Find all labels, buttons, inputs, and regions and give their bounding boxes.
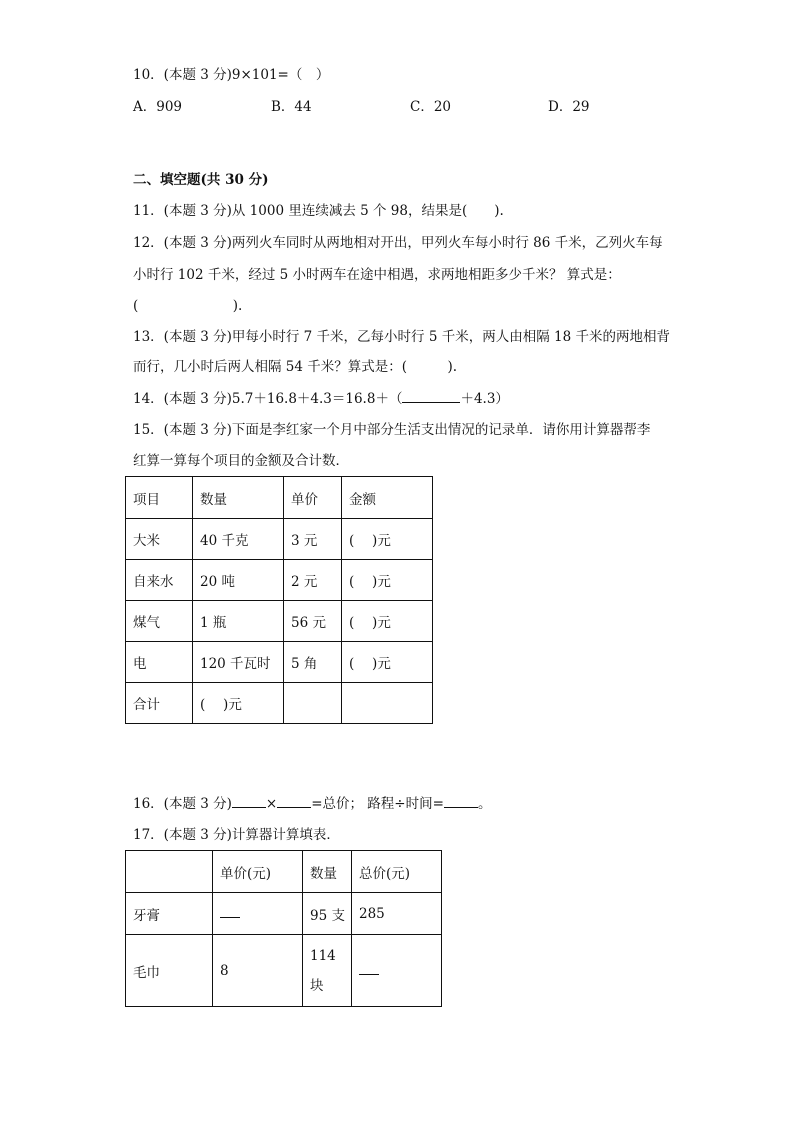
table-cell (352, 935, 442, 1007)
table-cell: 1 瓶 (193, 601, 284, 642)
question-16-middle: =总价； 路程÷时间= (311, 796, 444, 812)
answer-blank (359, 962, 379, 975)
header-cell: 数量 (193, 477, 284, 519)
question-12-line-2: 小时行 102 千米，经过 5 小时两车在途中相遇，求两地相距多少千米？ 算式是： (133, 267, 621, 283)
table-cell: 56 元 (284, 601, 342, 642)
table-cell (213, 893, 303, 935)
header-cell: 单价 (284, 477, 342, 519)
table-cell: 95 支 (303, 893, 352, 935)
table-cell: 2 元 (284, 560, 342, 601)
table-cell: ( )元 (342, 601, 433, 642)
table-row (126, 935, 442, 1007)
table-row (126, 601, 433, 642)
quantity-line: 114 (310, 947, 336, 964)
expense-table (125, 476, 433, 724)
table-cell: 毛巾 (126, 935, 213, 1007)
question-17: 17．(本题 3 分)计算器计算填表． (133, 827, 340, 843)
answer-blank (402, 388, 460, 403)
table-cell (303, 935, 352, 1007)
table-cell: ( )元 (342, 519, 433, 560)
table-total-row (126, 683, 433, 724)
table-cell: 120 千瓦时 (193, 642, 284, 683)
quantity-unit: 块 (310, 977, 324, 994)
table-cell: ( )元 (342, 642, 433, 683)
header-cell (126, 851, 213, 893)
question-16-prefix: 16．(本题 3 分) (133, 796, 232, 812)
question-12-line-3: ( ). (133, 298, 243, 314)
option-d: D．29 (548, 99, 590, 115)
table-header-row (126, 851, 442, 893)
question-13-line-1: 13．(本题 3 分)甲每小时行 7 千米，乙每小时行 5 千米，两人由相隔 18 千米的两地相背 (133, 329, 670, 345)
answer-blank (444, 793, 478, 808)
table-cell: 3 元 (284, 519, 342, 560)
table-cell: 大米 (126, 519, 193, 560)
header-cell: 总价(元) (352, 851, 442, 893)
question-16-end: 。 (477, 796, 492, 812)
question-16 (133, 793, 491, 814)
times-sign: × (265, 796, 278, 812)
table-cell: 5 角 (284, 642, 342, 683)
answer-blank (277, 793, 311, 808)
question-14-prefix: 14．(本题 3 分)5.7＋16.8＋4.3＝16.8＋（ (133, 391, 403, 407)
table-row (126, 560, 433, 601)
option-a: A．909 (133, 99, 183, 115)
table-cell: 285 (352, 893, 442, 935)
header-cell: 金额 (342, 477, 433, 519)
table-header-row (126, 477, 433, 519)
table-row (126, 642, 433, 683)
table-cell: 20 吨 (193, 560, 284, 601)
table-cell (284, 683, 342, 724)
table-cell: 8 (213, 935, 303, 1007)
calculator-table (125, 850, 442, 1007)
table-row (126, 519, 433, 560)
table-row (126, 893, 442, 935)
question-15-line-2: 红算一算每个项目的金额及合计数． (133, 453, 349, 469)
question-15-line-1: 15．(本题 3 分)下面是李红家一个月中部分生活支出情况的记录单．请你用计算器帮李 (133, 422, 651, 438)
answer-blank (232, 793, 266, 808)
table-cell: 煤气 (126, 601, 193, 642)
header-cell: 单价(元) (213, 851, 303, 893)
table-cell: 合计 (126, 683, 193, 724)
question-14-suffix: ＋4.3） (460, 391, 509, 407)
question-10: 10．(本题 3 分)9×101=（ ） (133, 67, 330, 83)
header-cell: 项目 (126, 477, 193, 519)
table-cell: 电 (126, 642, 193, 683)
option-b: B．44 (271, 99, 312, 115)
option-c: C．20 (410, 99, 452, 115)
question-11: 11．(本题 3 分)从 1000 里连续减去 5 个 98，结果是( ). (133, 203, 504, 219)
table-cell: 40 千克 (193, 519, 284, 560)
section-heading: 二、填空题(共 30 分) (133, 172, 269, 188)
question-13-line-2: 而行，几小时后两人相隔 54 千米？算式是：( ). (133, 359, 458, 375)
answer-blank (220, 905, 240, 918)
header-cell: 数量 (303, 851, 352, 893)
table-cell: 自来水 (126, 560, 193, 601)
table-cell: 牙膏 (126, 893, 213, 935)
question-12-line-1: 12．(本题 3 分)两列火车同时从两地相对开出，甲列火车每小时行 86 千米，乙列火车每 (133, 235, 663, 251)
table-cell: ( )元 (193, 683, 284, 724)
table-cell: ( )元 (342, 560, 433, 601)
table-cell (342, 683, 433, 724)
question-14 (133, 388, 509, 409)
